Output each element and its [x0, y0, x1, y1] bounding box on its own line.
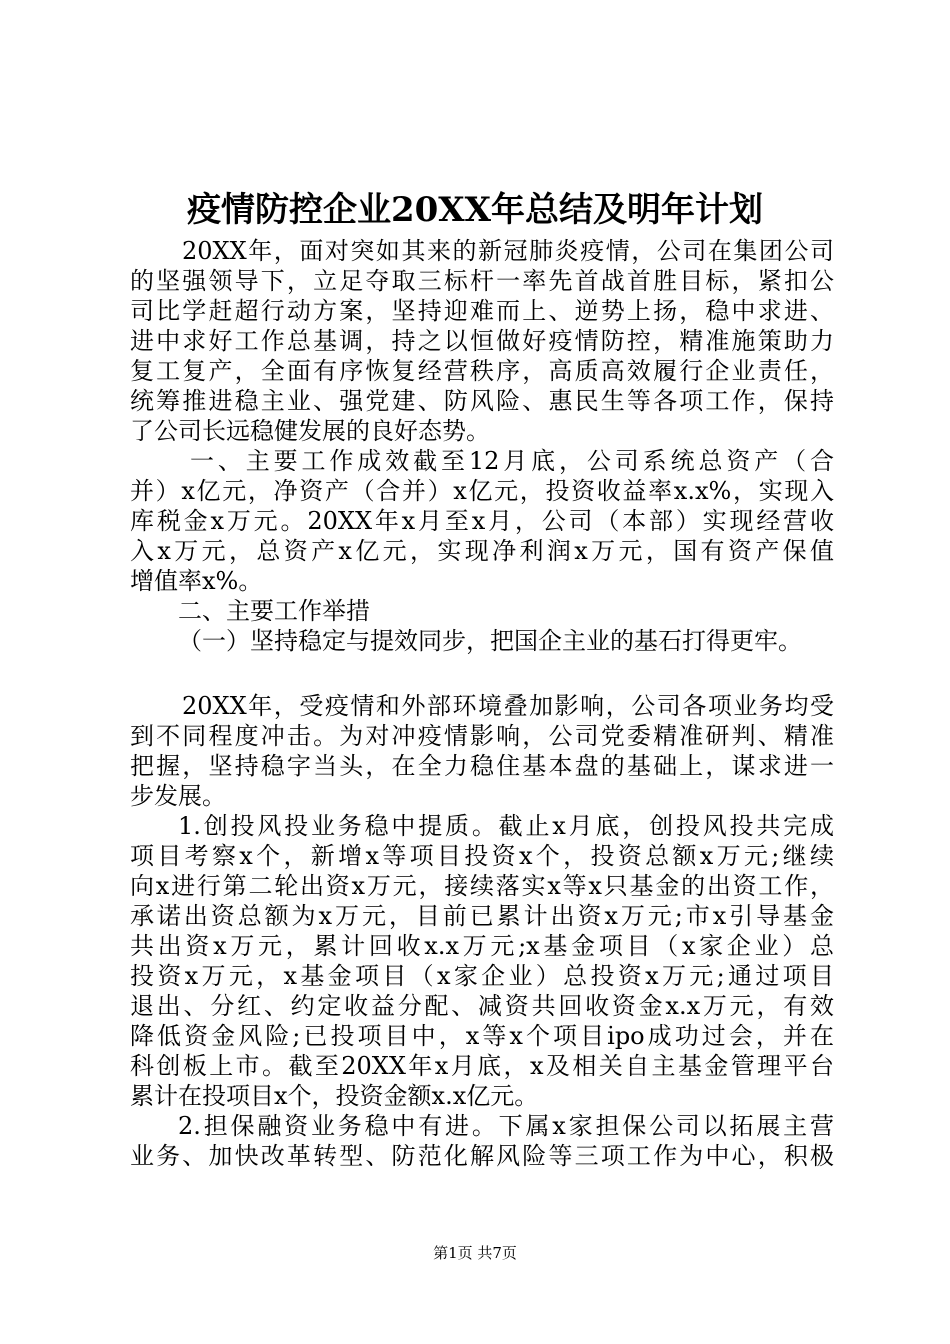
text-line: 降低资金风险;已投项目中，x等x个项目ipo成功过会，并在 — [130, 1022, 834, 1050]
text-line: 进中求好工作总基调，持之以恒做好疫情防控，精准施策助力 — [130, 327, 834, 355]
page-footer: 第1页 共7页 — [433, 1244, 517, 1262]
paragraph-spacer — [130, 656, 834, 691]
text-line: 共出资x万元，累计回收x.x万元;x基金项目（x家企业）总 — [130, 932, 834, 960]
text-line: 把握，坚持稳字当头，在全力稳住基本盘的基础上，谋求进一 — [130, 752, 834, 780]
text-line: 业务、加快改革转型、防范化解风险等三项工作为中心，积极 — [130, 1142, 834, 1170]
text-line: 20XX年，受疫情和外部环境叠加影响，公司各项业务均受 — [182, 692, 834, 720]
document-title: 疫情防控企业20XX年总结及明年计划 — [186, 190, 764, 230]
text-line: 退出、分红、约定收益分配、减资共回收资金x.x万元，有效 — [130, 992, 834, 1020]
text-line: 向x进行第二轮出资x万元，接续落实x等x只基金的出资工作， — [130, 872, 834, 900]
text-line: 增值率x%。 — [130, 567, 263, 595]
text-line: 20XX年，面对突如其来的新冠肺炎疫情，公司在集团公司 — [182, 237, 834, 265]
text-line: 到不同程度冲击。为对冲疫情影响，公司党委精准研判、精准 — [130, 722, 834, 750]
text-line: 复工复产，全面有序恢复经营秩序，高质高效履行企业责任， — [130, 357, 834, 385]
text-line: 承诺出资总额为x万元，目前已累计出资x万元;市x引导基金 — [130, 902, 834, 930]
text-line: 项目考察x个，新增x等项目投资x个，投资总额x万元;继续 — [130, 842, 834, 870]
text-line: 1.创投风投业务稳中提质。截止x月底，创投风投共完成 — [178, 812, 834, 840]
text-line: 2.担保融资业务稳中有进。下属x家担保公司以拓展主营 — [178, 1112, 834, 1140]
text-line: （一）坚持稳定与提效同步，把国企主业的基石打得更牢。 — [178, 627, 802, 655]
text-line: 二、主要工作举措 — [178, 597, 370, 625]
document-body — [130, 236, 834, 1171]
text-line: 投资x万元，x基金项目（x家企业）总投资x万元;通过项目 — [130, 962, 834, 990]
text-line: 了公司长远稳健发展的良好态势。 — [130, 417, 490, 445]
text-line: 科创板上市。截至20XX年x月底，x及相关自主基金管理平台 — [130, 1052, 834, 1080]
text-line: 步发展。 — [130, 782, 226, 810]
text-line: 并）x亿元，净资产（合并）x亿元，投资收益率x.x%，实现入 — [130, 477, 834, 505]
text-line: 统筹推进稳主业、强党建、防风险、惠民生等各项工作，保持 — [130, 387, 834, 415]
text-line: 累计在投项目x个，投资金额x.x亿元。 — [130, 1082, 539, 1110]
text-line: 入x万元，总资产x亿元，实现净利润x万元，国有资产保值 — [130, 537, 834, 565]
text-line: 库税金x万元。20XX年x月至x月，公司（本部）实现经营收 — [130, 507, 834, 535]
text-line: 司比学赶超行动方案，坚持迎难而上、逆势上扬，稳中求进、 — [130, 297, 834, 325]
text-line: 的坚强领导下，立足夺取三标杆一率先首战首胜目标，紧扣公 — [130, 267, 834, 295]
text-line: 一、主要工作成效截至12月底，公司系统总资产（合 — [190, 447, 834, 475]
